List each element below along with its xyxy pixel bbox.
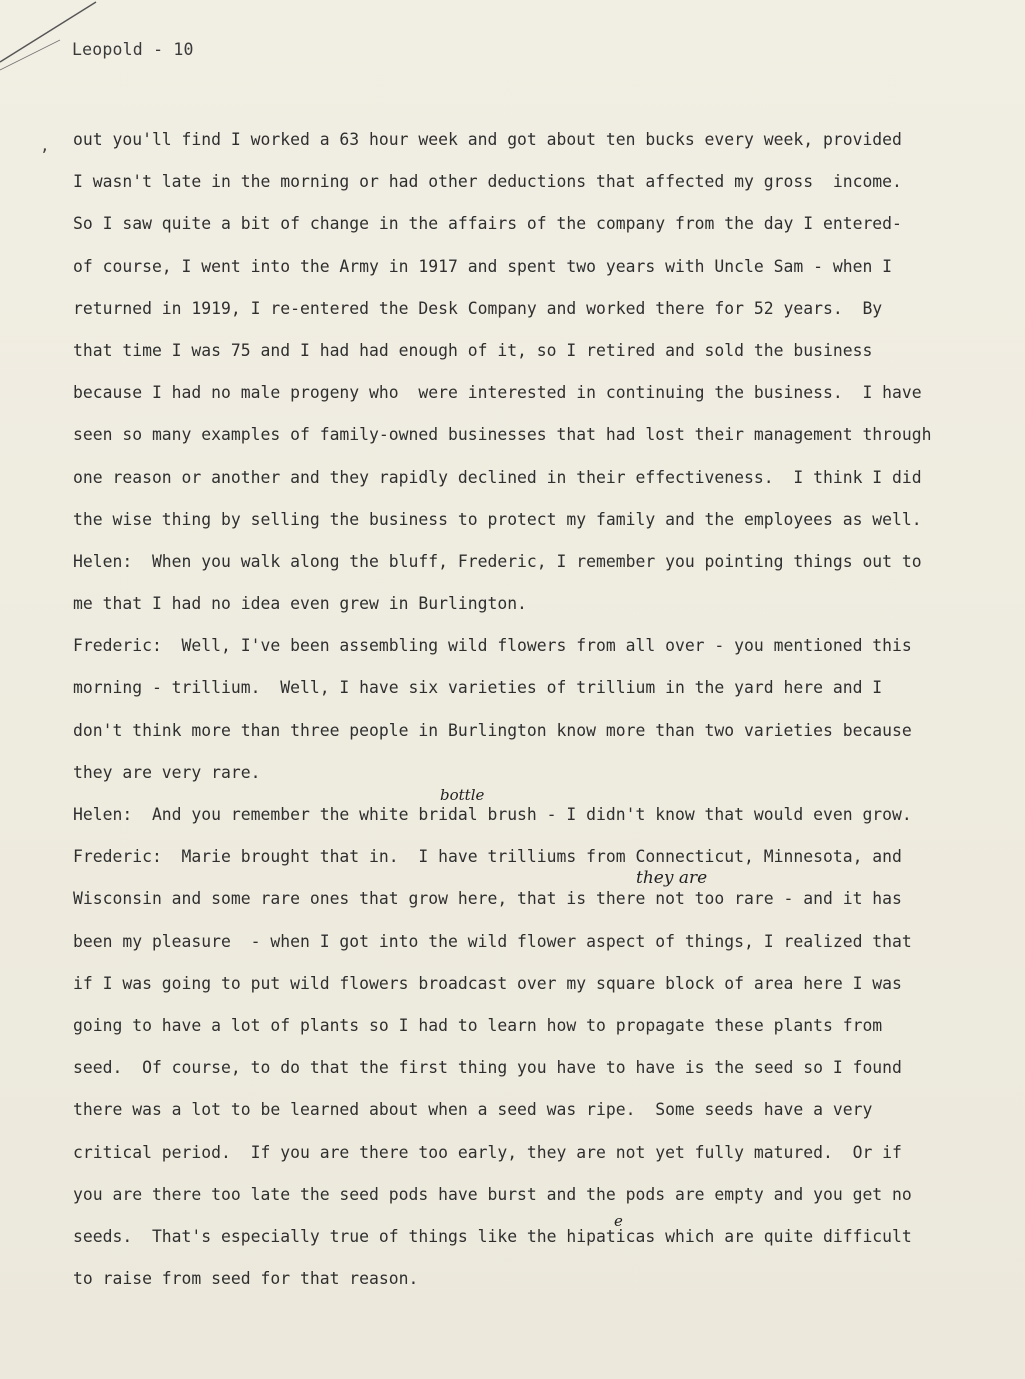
text-line: critical period. If you are there too early, they are not yet fully matured. Or if (73, 1142, 902, 1162)
text-line: seed. Of course, to do that the first thing you have to have is the seed so I found (73, 1058, 902, 1078)
text-line: they are very rare. (73, 762, 261, 782)
text-line: going to have a lot of plants so I had to learn how to propagate these plants from (73, 1015, 883, 1035)
text-line: me that I had no idea even grew in Burlington. (73, 594, 527, 614)
page-header: Leopold - 10 (72, 40, 194, 59)
text-line: that time I was 75 and I had had enough of it, so I retired and sold the business (73, 340, 873, 360)
text-line: So I saw quite a bit of change in the affairs of the company from the day I entered- (73, 214, 902, 234)
text-line: there was a lot to be learned about when a seed was ripe. Some seeds have a very (73, 1100, 873, 1120)
text-line: Wisconsin and some rare ones that grow here, that is there not too rare - and it has (73, 889, 902, 909)
text-line: Helen: When you walk along the bluff, Frederic, I remember you pointing things out to (73, 551, 922, 571)
handwritten-they-are: they are (636, 868, 708, 888)
text-line: I wasn't late in the morning or had other deductions that affected my gross income. (73, 172, 902, 192)
text-line: Frederic: Marie brought that in. I have trilliums from Connecticut, Minnesota, and (73, 847, 902, 867)
text-line: been my pleasure - when I got into the wild flower aspect of things, I realized that (73, 931, 912, 951)
text-line: seeds. That's especially true of things like the hipaticas which are quite difficult (73, 1226, 912, 1246)
handwritten-bottle: bottle (440, 786, 485, 804)
text-line: out you'll find I worked a 63 hour week and got about ten bucks every week, provided (73, 130, 902, 149)
text-line: Frederic: Well, I've been assembling wild flowers from all over - you mentioned this (73, 636, 912, 656)
margin-mark: , (40, 136, 50, 155)
text-line: Helen: And you remember the white bridal brush - I didn't know that would even grow. (73, 805, 912, 824)
text-line: if I was going to put wild flowers broadcast over my square block of area here I was (73, 973, 902, 993)
text-line: you are there too late the seed pods have burst and the pods are empty and you get no (73, 1184, 912, 1204)
text-line: of course, I went into the Army in 1917 and spent two years with Uncle Sam - when I (73, 256, 893, 276)
text-line: the wise thing by selling the business to protect my family and the employees as well. (73, 509, 922, 529)
text-line: seen so many examples of family-owned businesses that had lost their management through (73, 425, 932, 445)
text-line: morning - trillium. Well, I have six varieties of trillium in the yard here and I (73, 678, 883, 698)
text-line: because I had no male progeny who were interested in continuing the business. I have (73, 383, 922, 403)
text-line: to raise from seed for that reason. (73, 1269, 419, 1289)
handwritten-e: e (614, 1212, 623, 1230)
text-line: one reason or another and they rapidly declined in their effectiveness. I think I did (73, 467, 922, 487)
transcript-body (73, 128, 1003, 1309)
text-line: returned in 1919, I re-entered the Desk Company and worked there for 52 years. By (73, 298, 883, 318)
text-line: don't think more than three people in Burlington know more than two varieties because (73, 720, 912, 740)
